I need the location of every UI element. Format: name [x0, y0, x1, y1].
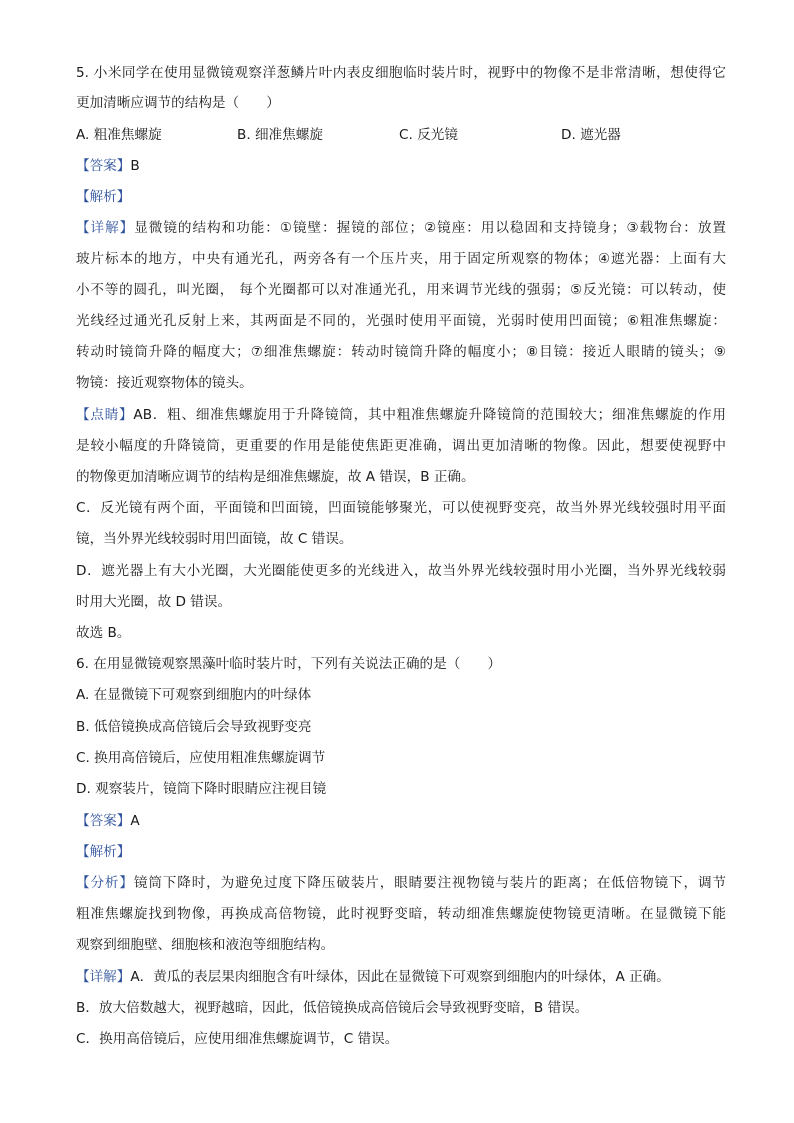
- q5-answer-tag: 【答案】: [76, 158, 131, 174]
- q6-answer-line: [76, 811, 726, 831]
- q5-option-b: B. 细准焦螺旋: [237, 127, 323, 143]
- q6-analyze-tag: 【分析】: [76, 875, 134, 891]
- q5-detail-tag: 【详解】: [76, 220, 135, 236]
- q6-analyze-line-1: [76, 873, 726, 893]
- q6-option-a: A. 在显微镜下可观察到细胞内的叶绿体: [76, 687, 312, 703]
- q5-options: [76, 125, 726, 145]
- q5-comment-line-3: 的物像更加清晰应调节的结构是细准焦螺旋，故 A 错误，B 正确。: [76, 469, 475, 485]
- q5-answer-line: [76, 156, 726, 176]
- q6-detail-line-2: B．放大倍数越大，视野越暗，因此，低倍镜换成高倍镜后会导致视野变暗，B 错误。: [76, 1000, 589, 1016]
- q6-option-d: D. 观察装片，镜筒下降时眼睛应注视目镜: [76, 781, 327, 797]
- q5-comment-text-1: AB．粗、细准焦螺旋用于升降镜筒，其中粗准焦螺旋升降镜筒的范围较大；细准焦螺旋的作用: [133, 407, 727, 423]
- q5-comment-tag: 【点睛】: [76, 407, 134, 423]
- q6-analyze-line-3: 观察到细胞壁、细胞核和液泡等细胞结构。: [76, 937, 335, 953]
- q5-comment-line-5: 镜，当外界光线较弱时用凹面镜，故 C 错误。: [76, 531, 353, 547]
- q6-detail-line-3: C．换用高倍镜后，应使用细准焦螺旋调节，C 错误。: [76, 1031, 399, 1047]
- q6-detail-line-1: [76, 967, 726, 987]
- q6-analysis-label: 【解析】: [76, 844, 131, 860]
- q5-comment-line-1: [76, 405, 726, 425]
- q6-analysis-tag: [76, 842, 726, 862]
- q6-answer-tag: 【答案】: [76, 813, 131, 829]
- q5-detail-line-1: [76, 218, 726, 238]
- q5-option-a: A. 粗准焦螺旋: [76, 127, 162, 143]
- q5-option-c: C. 反光镜: [399, 127, 458, 143]
- q5-detail-line-3: 小不等的圆孔，叫光圈， 每个光圈都可以对准通光孔，用来调节光线的强弱；⑤反光镜：可以转动，使: [76, 282, 726, 298]
- q6-analyze-text-1: 镜筒下降时，为避免过度下降压破装片，眼睛要注视物镜与装片的距离；在低倍物镜下，调节: [133, 875, 727, 891]
- q5-comment-line-6: D．遮光器上有大小光圈，大光圈能使更多的光线进入，故当外界光线较强时用小光圈，当外界光线较弱: [76, 563, 726, 579]
- q5-comment-line-2: 是较小幅度的升降镜筒，更重要的作用是能使焦距更准确，调出更加清晰的物像。因此，想要使视野中: [76, 438, 726, 454]
- q5-answer: B: [130, 158, 140, 174]
- q5-comment-line-7: 时用大光圈，故 D 错误。: [76, 594, 232, 610]
- q6-option-c: C. 换用高倍镜后，应使用粗准焦螺旋调节: [76, 750, 326, 766]
- q5-detail-line-2: 玻片标本的地方，中央有通光孔，两旁各有一个压片夹，用于固定所观察的物体；④遮光器：上面有大: [76, 251, 726, 267]
- q6-answer: A: [130, 813, 140, 829]
- q6-detail-text-1: A．黄瓜的表层果肉细胞含有叶绿体，因此在显微镜下可观察到细胞内的叶绿体，A 正确。: [130, 969, 670, 985]
- q5-analysis-label: 【解析】: [76, 189, 131, 205]
- q6-detail-tag: 【详解】: [76, 969, 131, 985]
- q5-comment-line-4: C．反光镜有两个面，平面镜和凹面镜，凹面镜能够聚光，可以使视野变亮，故当外界光线较强时用平面: [76, 500, 726, 516]
- q5-option-d: D. 遮光器: [561, 127, 621, 143]
- q5-stem-line-1: 5. 小米同学在使用显微镜观察洋葱鳞片叶内表皮细胞临时装片时，视野中的物像不是非常清晰，想使得它: [76, 65, 726, 81]
- q5-detail-line-6: 物镜：接近观察物体的镜头。: [76, 375, 253, 391]
- q6-option-b: B. 低倍镜换成高倍镜后会导致视野变亮: [76, 719, 312, 735]
- q5-detail-text-1: 显微镜的结构和功能：①镜壁：握镜的部位；②镜座：用以稳固和支持镜身；③载物台：放置: [134, 220, 727, 236]
- q5-detail-line-4: 光线经过通光孔反射上来，其两面是不同的，光强时使用平面镜，光弱时使用凹面镜；⑥粗准焦螺旋：: [76, 313, 726, 329]
- q5-stem-line-2: 更加清晰应调节的结构是（ ）: [76, 95, 280, 111]
- q6-analyze-line-2: 粗准焦螺旋找到物像，再换成高倍物镜，此时视野变暗，转动细准焦螺旋使物镜更清晰。在显微镜下能: [76, 906, 726, 922]
- q5-detail-line-5: 转动时镜筒升降的幅度大；⑦细准焦螺旋：转动时镜筒升降的幅度小；⑧目镜：接近人眼睛的镜头；⑨: [76, 344, 726, 360]
- q6-stem: 6. 在用显微镜观察黑藻叶临时装片时，下列有关说法正确的是（ ）: [76, 656, 502, 672]
- q5-conclusion: 故选 B。: [76, 625, 131, 641]
- q5-analysis-tag: [76, 187, 726, 207]
